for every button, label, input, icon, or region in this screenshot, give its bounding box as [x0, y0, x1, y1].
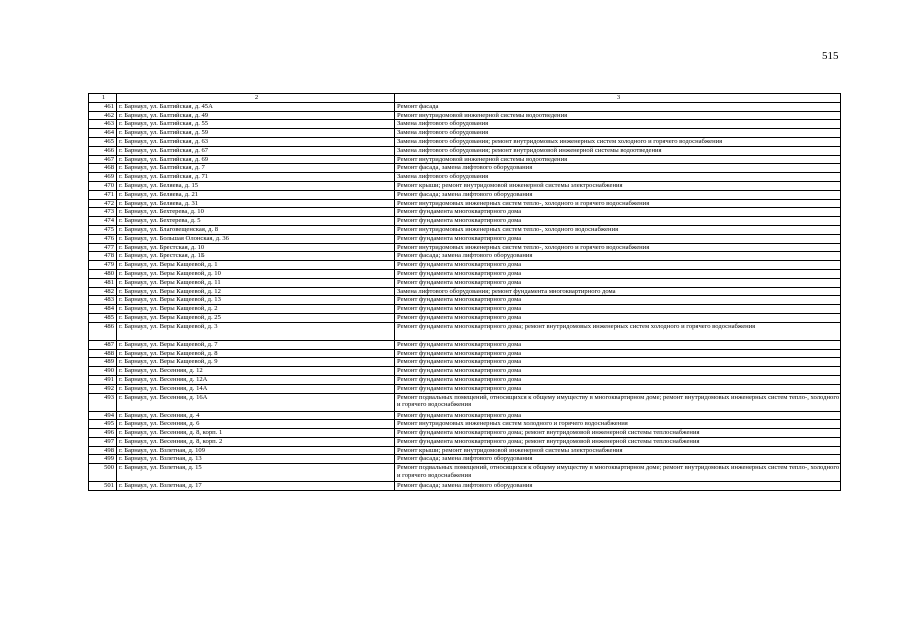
table-row — [89, 155, 841, 164]
table-row — [89, 243, 841, 252]
row-number: 462 — [89, 111, 117, 120]
table-row — [89, 287, 841, 296]
row-address: г. Барнаул, ул. Веры Кащеевой, д. 9 — [117, 358, 395, 367]
table-row — [89, 420, 841, 429]
table-row — [89, 429, 841, 438]
row-address: г. Барнаул, ул. Взлетная, д. 17 — [117, 482, 395, 491]
row-address: г. Барнаул, ул. Веры Кащеевой, д. 11 — [117, 278, 395, 287]
row-work: Замена лифтового оборудования; ремонт фундамента многоквартирного дома — [395, 287, 841, 296]
table-row — [89, 217, 841, 226]
row-address: г. Барнаул, ул. Балтийская, д. 45А — [117, 102, 395, 111]
row-work: Замена лифтового оборудования — [395, 129, 841, 138]
row-work: Ремонт внутридомовых инженерных систем тепло-, холодного и горячего водоснабжения — [395, 199, 841, 208]
row-address: г. Барнаул, ул. Взлетная, д. 13 — [117, 455, 395, 464]
row-work: Замена лифтового оборудования — [395, 120, 841, 129]
row-address: г. Барнаул, ул. Веры Кащеевой, д. 2 — [117, 305, 395, 314]
row-number: 499 — [89, 455, 117, 464]
table-row — [89, 455, 841, 464]
row-number: 469 — [89, 173, 117, 182]
row-work: Ремонт внутридомовых инженерных систем тепло-, холодного и горячего водоснабжения — [395, 243, 841, 252]
row-address: г. Барнаул, ул. Веры Кащеевой, д. 8 — [117, 349, 395, 358]
table-row — [89, 393, 841, 411]
row-number: 461 — [89, 102, 117, 111]
row-work: Ремонт фундамента многоквартирного дома — [395, 296, 841, 305]
table-row — [89, 199, 841, 208]
row-number: 495 — [89, 420, 117, 429]
table-row — [89, 261, 841, 270]
table-row — [89, 190, 841, 199]
row-number: 463 — [89, 120, 117, 129]
row-address: г. Барнаул, ул. Веры Кащеевой, д. 13 — [117, 296, 395, 305]
row-address: г. Барнаул, ул. Балтийская, д. 63 — [117, 137, 395, 146]
row-work: Ремонт фасада — [395, 102, 841, 111]
row-work: Ремонт фасада; замена лифтового оборудования — [395, 252, 841, 261]
row-address: г. Барнаул, ул. Веры Кащеевой, д. 12 — [117, 287, 395, 296]
row-number: 494 — [89, 411, 117, 420]
table-row — [89, 322, 841, 340]
table-row — [89, 269, 841, 278]
row-number: 489 — [89, 358, 117, 367]
table-row — [89, 358, 841, 367]
table-row — [89, 164, 841, 173]
row-number: 471 — [89, 190, 117, 199]
row-number: 487 — [89, 340, 117, 349]
row-address: г. Барнаул, ул. Балтийская, д. 71 — [117, 173, 395, 182]
page-number: 515 — [822, 50, 839, 62]
row-work: Замена лифтового оборудования — [395, 173, 841, 182]
row-work: Ремонт фундамента многоквартирного дома — [395, 234, 841, 243]
table-row — [89, 411, 841, 420]
column-header-number: 1 — [89, 94, 117, 103]
row-address: г. Барнаул, ул. Весенняя, д. 6 — [117, 420, 395, 429]
row-address: г. Барнаул, ул. Балтийская, д. 69 — [117, 155, 395, 164]
row-number: 464 — [89, 129, 117, 138]
table-row — [89, 464, 841, 482]
row-number: 493 — [89, 393, 117, 411]
row-address: г. Барнаул, ул. Бехтерева, д. 10 — [117, 208, 395, 217]
row-address: г. Барнаул, ул. Взлетная, д. 15 — [117, 464, 395, 482]
row-number: 492 — [89, 384, 117, 393]
row-number: 478 — [89, 252, 117, 261]
row-address: г. Барнаул, ул. Брестская, д. 1Б — [117, 252, 395, 261]
row-address: г. Барнаул, ул. Беляева, д. 21 — [117, 190, 395, 199]
table-row — [89, 349, 841, 358]
table-row — [89, 340, 841, 349]
row-work: Ремонт фундамента многоквартирного дома — [395, 411, 841, 420]
row-address: г. Барнаул, ул. Веры Кащеевой, д. 3 — [117, 322, 395, 340]
row-number: 501 — [89, 482, 117, 491]
row-work: Ремонт фасада; замена лифтового оборудования — [395, 482, 841, 491]
row-work: Ремонт внутридомовой инженерной системы водоотведения — [395, 155, 841, 164]
table-row — [89, 278, 841, 287]
table-row — [89, 367, 841, 376]
row-address: г. Барнаул, ул. Весенняя, д. 14А — [117, 384, 395, 393]
row-work: Ремонт фасада; замена лифтового оборудования — [395, 455, 841, 464]
row-address: г. Барнаул, ул. Весенняя, д. 8, корп. 1 — [117, 429, 395, 438]
row-address: г. Барнаул, ул. Большая Олонская, д. 36 — [117, 234, 395, 243]
row-address: г. Барнаул, ул. Веры Кащеевой, д. 25 — [117, 313, 395, 322]
row-number: 474 — [89, 217, 117, 226]
row-address: г. Барнаул, ул. Весенняя, д. 8, корп. 2 — [117, 437, 395, 446]
table-row — [89, 225, 841, 234]
row-address: г. Барнаул, ул. Взлетная, д. 109 — [117, 446, 395, 455]
row-address: г. Барнаул, ул. Веры Кащеевой, д. 1 — [117, 261, 395, 270]
table-row — [89, 102, 841, 111]
row-work: Ремонт фасада; замена лифтового оборудования — [395, 190, 841, 199]
row-work: Ремонт фундамента многоквартирного дома — [395, 269, 841, 278]
row-address: г. Барнаул, ул. Балтийская, д. 59 — [117, 129, 395, 138]
row-work: Ремонт фундамента многоквартирного дома — [395, 261, 841, 270]
row-work: Ремонт фундамента многоквартирного дома — [395, 208, 841, 217]
row-number: 500 — [89, 464, 117, 482]
table-row — [89, 313, 841, 322]
table-row — [89, 446, 841, 455]
row-address: г. Барнаул, ул. Весенняя, д. 12 — [117, 367, 395, 376]
row-address: г. Барнаул, ул. Веры Кащеевой, д. 10 — [117, 269, 395, 278]
table-row — [89, 181, 841, 190]
row-work: Ремонт фундамента многоквартирного дома — [395, 313, 841, 322]
table-row — [89, 437, 841, 446]
row-work: Ремонт фундамента многоквартирного дома; ремонт внутридомовой инженерной системы теплоснабжения — [395, 437, 841, 446]
row-work: Ремонт фундамента многоквартирного дома — [395, 375, 841, 384]
column-header-work: 3 — [395, 94, 841, 103]
row-work: Ремонт фундамента многоквартирного дома — [395, 305, 841, 314]
row-number: 480 — [89, 269, 117, 278]
header-row — [89, 94, 841, 103]
table-row — [89, 129, 841, 138]
row-number: 485 — [89, 313, 117, 322]
repair-register-table — [88, 93, 841, 491]
table-row — [89, 173, 841, 182]
row-number: 472 — [89, 199, 117, 208]
row-work: Ремонт фундамента многоквартирного дома — [395, 358, 841, 367]
row-number: 486 — [89, 322, 117, 340]
row-work: Ремонт внутридомовых инженерных систем тепло-, холодного водоснабжения — [395, 225, 841, 234]
row-work: Ремонт фундамента многоквартирного дома — [395, 278, 841, 287]
row-number: 497 — [89, 437, 117, 446]
row-number: 476 — [89, 234, 117, 243]
row-work: Замена лифтового оборудования; ремонт внутридомовой инженерной системы водоотведения — [395, 146, 841, 155]
row-work: Замена лифтового оборудования; ремонт внутридомовых инженерных систем холодного и горячего водоснабжения — [395, 137, 841, 146]
row-number: 475 — [89, 225, 117, 234]
row-number: 490 — [89, 367, 117, 376]
row-number: 465 — [89, 137, 117, 146]
row-work: Ремонт фундамента многоквартирного дома; ремонт внутридомовой инженерной системы теплоснабжения — [395, 429, 841, 438]
row-address: г. Барнаул, ул. Беляева, д. 31 — [117, 199, 395, 208]
row-number: 477 — [89, 243, 117, 252]
row-work: Ремонт фундамента многоквартирного дома — [395, 340, 841, 349]
table-row — [89, 208, 841, 217]
row-address: г. Барнаул, ул. Балтийская, д. 49 — [117, 111, 395, 120]
row-address: г. Барнаул, ул. Веры Кащеевой, д. 7 — [117, 340, 395, 349]
table-row — [89, 482, 841, 491]
table-row — [89, 120, 841, 129]
row-number: 481 — [89, 278, 117, 287]
table-row — [89, 375, 841, 384]
row-number: 483 — [89, 296, 117, 305]
row-work: Ремонт фундамента многоквартирного дома — [395, 217, 841, 226]
row-address: г. Барнаул, ул. Весенняя, д. 4 — [117, 411, 395, 420]
row-number: 496 — [89, 429, 117, 438]
row-number: 467 — [89, 155, 117, 164]
row-number: 482 — [89, 287, 117, 296]
row-address: г. Барнаул, ул. Благовещенская, д. 8 — [117, 225, 395, 234]
row-address: г. Барнаул, ул. Брестская, д. 10 — [117, 243, 395, 252]
row-work: Ремонт крыши; ремонт внутридомовой инженерной системы электроснабжения — [395, 181, 841, 190]
row-number: 488 — [89, 349, 117, 358]
row-address: г. Барнаул, ул. Балтийская, д. 67 — [117, 146, 395, 155]
row-work: Ремонт фундамента многоквартирного дома — [395, 367, 841, 376]
row-work: Ремонт внутридомовой инженерной системы водоотведения — [395, 111, 841, 120]
row-number: 473 — [89, 208, 117, 217]
table-row — [89, 252, 841, 261]
row-work: Ремонт фундамента многоквартирного дома; ремонт внутридомовых инженерных систем холодного и горячего водоснабжения — [395, 322, 841, 340]
row-number: 498 — [89, 446, 117, 455]
table-row — [89, 137, 841, 146]
row-number: 479 — [89, 261, 117, 270]
row-work: Ремонт подвальных помещений, относящихся к общему имуществу в многоквартирном доме; ремонт внутридомовых инженерных систем тепло-, холодного и горячего водоснабжения — [395, 393, 841, 411]
row-number: 466 — [89, 146, 117, 155]
row-work: Ремонт фасада, замена лифтового оборудования — [395, 164, 841, 173]
row-address: г. Барнаул, ул. Бехтерева, д. 5 — [117, 217, 395, 226]
table-row — [89, 305, 841, 314]
row-number: 468 — [89, 164, 117, 173]
table-row — [89, 146, 841, 155]
row-address: г. Барнаул, ул. Весенняя, д. 16А — [117, 393, 395, 411]
row-number: 484 — [89, 305, 117, 314]
row-address: г. Барнаул, ул. Балтийская, д. 7 — [117, 164, 395, 173]
row-work: Ремонт фундамента многоквартирного дома — [395, 349, 841, 358]
row-work: Ремонт крыши; ремонт внутридомовой инженерной системы электроснабжения — [395, 446, 841, 455]
table-row — [89, 234, 841, 243]
row-work: Ремонт подвальных помещений, относящихся к общему имуществу в многоквартирном доме; ремонт внутридомовых инженерных систем тепло-, холодного и горячего водоснабжения — [395, 464, 841, 482]
table-row — [89, 384, 841, 393]
column-header-address: 2 — [117, 94, 395, 103]
row-work: Ремонт фундамента многоквартирного дома — [395, 384, 841, 393]
table-row — [89, 296, 841, 305]
row-address: г. Барнаул, ул. Беляева, д. 15 — [117, 181, 395, 190]
row-number: 470 — [89, 181, 117, 190]
row-address: г. Барнаул, ул. Весенняя, д. 12А — [117, 375, 395, 384]
row-number: 491 — [89, 375, 117, 384]
row-address: г. Барнаул, ул. Балтийская, д. 55 — [117, 120, 395, 129]
table-row — [89, 111, 841, 120]
row-work: Ремонт внутридомовых инженерных систем холодного и горячего водоснабжения — [395, 420, 841, 429]
